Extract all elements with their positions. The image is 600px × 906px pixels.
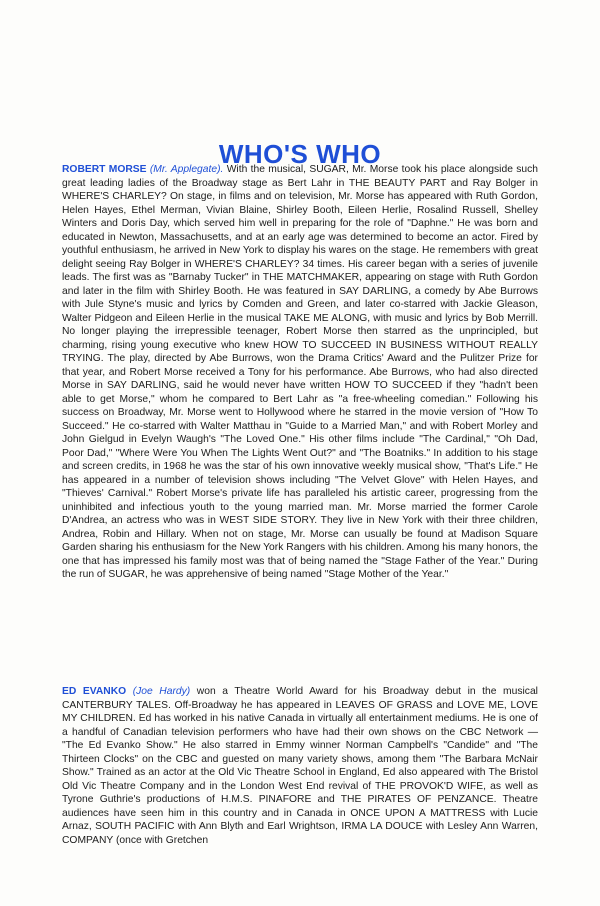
bio-name: ED EVANKO <box>62 686 127 697</box>
bio-ed-evanko <box>62 685 538 847</box>
bio-text: With the musical, SUGAR, Mr. Morse took his place alongside such great leading ladies of the Broadway stage as Bert Lahr in THE BEAUTY PART and Ray Bolger in WHERE'S CHARLEY? On stage, in films and on television, Mr. Morse has appeared with Ruth Gordon, Helen Hayes, Ethel Merman, Vivian Blaine, Shirley Booth, Eileen Herlie, Rosalind Russell, Shelley Winters and Doris Day, which served him well in preparing for the role of "Daphne." He was born and educated in Newton, Massachusetts, and at an early age was determined to become an actor. Fired by youthful enthusiasm, he arrived in New York to display his wares on the stage. He remembers with great delight seeing Ray Bolger in WHERE'S CHARLEY? 34 times. His career began with a series of juvenile leads. The first was as "Barnaby Tucker" in THE MATCHMAKER, appearing on stage with Ruth Gordon and later in the film with Shirley Booth. He was featured in SAY DARLING, a comedy by Abe Burrows with Jule Styne's music and lyrics by Comden and Green, and later co-starred with Jackie Gleason, Walter Pidgeon and Eileen Herlie in the musical TAKE ME ALONG, with music and lyrics by Bob Merrill. No longer playing the irrepressible teenager, Robert Morse then starred as the unprincipled, but charming, rising young executive who knew HOW TO SUCCEED IN BUSINESS WITHOUT REALLY TRYING. The play, directed by Abe Burrows, won the Drama Critics' Award and the Pulitzer Prize for that year, and Robert Morse received a Tony for his performance. Abe Burrows, who had also directed Morse in SAY DARLING, said he would never have written HOW TO SUCCEED if they "hadn't been able to get Morse," whom he compared to Bert Lahr as "a free-wheeling comedian." Following his success on Broadway, Mr. Morse went to Hollywood where he starred in the movie version of "How To Succeed." He co-starred with Walter Matthau in "Guide to a Married Man," and with Robert Morley and John Gielgud in Evelyn Waugh's "The Loved One." His other films include "The Cardinal," "Oh Dad, Poor Dad," "Where Were You When The Lights Went Out?" and "The Boatniks." In addition to his stage and screen credits, in 1968 he was the star of his own innovative weekly musical show, "That's Life." He has appeared in a number of television shows including "The Velvet Glove" with Helen Hayes, and "Thieves' Carnival." Robert Morse's private life has paralleled his artistic career, progressing from the uninhibited and infectious youth to the young married man. Mr. Morse married the former Carole D'Andrea, an actress who was in WEST SIDE STORY. They live in New York with their three children, Andrea, Robin and Hillary. When not on stage, Mr. Morse can usually be found at Madison Square Garden sharing his enthusiasm for the New York Rangers with his children. Among his many honors, the one that has impressed his family most was that of being named the "Stage Father of the Year." During the run of SUGAR, he was apprehensive of being named "Stage Mother of the Year." <box>62 164 538 580</box>
bio-name: ROBERT MORSE <box>62 164 147 175</box>
bio-role: (Mr. Applegate). <box>149 164 224 175</box>
page-title: WHO'S WHO <box>218 139 382 170</box>
bio-text: won a Theatre World Award for his Broadway debut in the musical CANTERBURY TALES. Off-Broadway he has appeared in LEAVES OF GRASS and LOVE ME, LOVE MY CHILDREN. Ed has worked in his native Canada in virtually all entertainment mediums. He is one of a handful of Canadian television performers who have had their own shows on the CBC Network — "The Ed Evanko Show." He also starred in Emmy winner Norman Campbell's "Candide" and "The Thirteen Clocks" on the CBC and guested on many variety shows, among them "The Barbara McNair Show." Trained as an actor at the Old Vic Theatre School in England, Ed also appeared with The Bristol Old Vic Theatre Company and in the London West End revival of THE PROVOK'D WIFE, as well as Tyrone Guthrie's productions of H.M.S. PINAFORE and THE PIRATES OF PENZANCE. Theatre audiences have seen him in this country and in Canada in ONCE UPON A MATTRESS with Lucie Arnaz, SOUTH PACIFIC with Ann Blyth and Earl Wrightson, IRMA LA DOUCE with Lesley Ann Warren, COMPANY (once with Gretchen <box>62 686 538 846</box>
bio-role: (Joe Hardy) <box>132 686 191 697</box>
bio-robert-morse <box>62 163 538 582</box>
